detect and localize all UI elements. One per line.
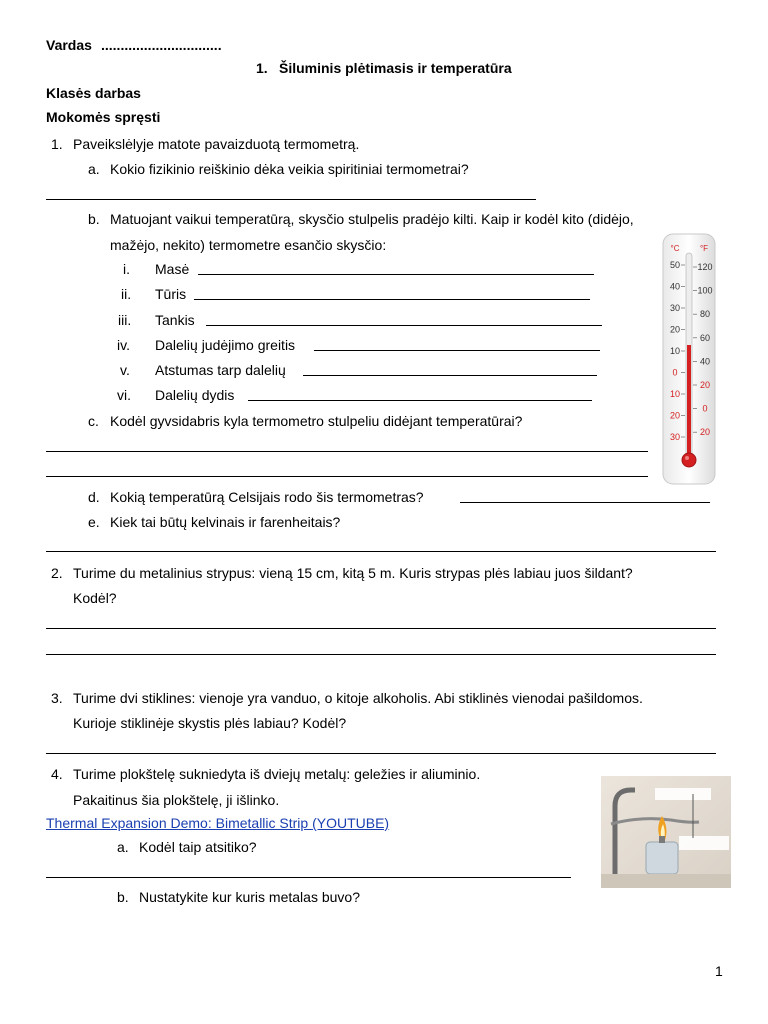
photo-label-box: [679, 836, 729, 850]
bimetallic-strip-video-link[interactable]: Thermal Expansion Demo: Bimetallic Strip (YOUTUBE): [46, 815, 390, 831]
celsius-tick-label: 30: [669, 432, 681, 442]
table-surface: [601, 874, 731, 888]
celsius-tick-label: 0: [672, 367, 678, 378]
celsius-tick-label: 40: [669, 281, 681, 292]
thermometer-image: [662, 233, 716, 485]
q1c-letter: c.: [88, 413, 99, 429]
page-title: Šiluminis plėtimasis ir temperatūra: [279, 60, 512, 76]
answer-line[interactable]: [206, 325, 602, 326]
q4b-text: Nustatykite kur kuris metalas buvo?: [139, 889, 360, 905]
celsius-tick-label: 50: [669, 260, 681, 270]
q1b-letter: b.: [88, 211, 100, 227]
thermometer-bulb: [682, 453, 696, 467]
q1b-item-label: Dalelių dydis: [155, 387, 235, 403]
q1e-text: Kiek tai būtų kelvinais ir farenheitais?: [110, 514, 341, 530]
answer-line[interactable]: [460, 502, 710, 503]
answer-line[interactable]: [46, 753, 716, 754]
fahrenheit-tick-label: 60: [699, 332, 711, 343]
answer-line[interactable]: [46, 654, 716, 655]
photo-label-box: [655, 788, 711, 800]
fahrenheit-tick-label: 80: [699, 309, 711, 320]
celsius-tick-label: 20: [669, 410, 681, 421]
q1b-item-roman: ii.: [121, 286, 132, 302]
q4a-letter: a.: [117, 839, 129, 855]
q3-number: 3.: [51, 690, 63, 706]
q4-number: 4.: [51, 766, 63, 782]
answer-line[interactable]: [303, 375, 597, 376]
answer-line[interactable]: [248, 400, 592, 401]
q3-text-line1: Turime dvi stiklines: vienoje yra vanduo, o kitoje alkoholis. Abi stiklinės vienodai pašildomos.: [73, 690, 643, 706]
fahrenheit-tick-label: 0: [702, 403, 708, 414]
q1d-text: Kokią temperatūrą Celsijais rodo šis termometras?: [110, 489, 424, 505]
answer-line[interactable]: [46, 551, 716, 552]
page-number: 1: [715, 963, 723, 979]
q1-number: 1.: [51, 136, 63, 152]
answer-line[interactable]: [46, 451, 648, 452]
q1-text: Paveikslėlyje matote pavaizduotą termometrą.: [73, 136, 360, 152]
celsius-tick-label: 20: [669, 324, 681, 335]
answer-line[interactable]: [46, 199, 536, 200]
fahrenheit-unit-label: °F: [699, 244, 709, 253]
answer-line[interactable]: [198, 274, 594, 275]
title-number: 1.: [256, 60, 268, 76]
answer-line[interactable]: [46, 476, 648, 477]
q1a-text: Kokio fizikinio reiškinio dėka veikia spiritiniai termometrai?: [110, 161, 469, 177]
answer-line[interactable]: [194, 299, 590, 300]
thermometer-mercury-column: [687, 345, 691, 459]
q4b-letter: b.: [117, 889, 129, 905]
q2-text-line1: Turime du metalinius strypus: vieną 15 cm, kitą 5 m. Kuris strypas plės labiau juos šildant?: [73, 565, 633, 581]
q1a-letter: a.: [88, 161, 100, 177]
q3-text-line2: Kurioje stiklinėje skystis plės labiau? Kodėl?: [73, 715, 347, 731]
q1b-item-roman: i.: [123, 261, 130, 277]
fahrenheit-tick-label: 20: [699, 380, 711, 390]
q1b-text-line2: mažėjo, nekito) termometre esančio skysčio:: [110, 237, 387, 253]
q1b-item-label: Atstumas tarp dalelių: [155, 362, 286, 378]
celsius-tick-label: 10: [669, 389, 681, 399]
answer-line[interactable]: [46, 877, 571, 878]
name-label: Vardas: [46, 37, 92, 53]
q1b-item-label: Tūris: [155, 286, 187, 302]
q1e-letter: e.: [88, 514, 100, 530]
q4a-text: Kodėl taip atsitiko?: [139, 839, 257, 855]
celsius-tick-label: 30: [669, 303, 681, 313]
bimetallic-strip-photo: [601, 776, 731, 888]
q1b-item-label: Masė: [155, 261, 190, 277]
q1b-text-line1: Matuojant vaikui temperatūrą, skysčio stulpelis pradėjo kilti. Kaip ir kodėl kito (didėjo,: [110, 211, 634, 227]
answer-line[interactable]: [46, 628, 716, 629]
celsius-tick-label: 10: [669, 346, 681, 356]
q2-number: 2.: [51, 565, 63, 581]
section-heading-classwork: Klasės darbas: [46, 85, 141, 101]
spirit-burner: [646, 842, 678, 874]
q1b-item-roman: iii.: [118, 312, 132, 328]
fahrenheit-tick-label: 100: [697, 285, 713, 296]
q1b-item-roman: iv.: [117, 337, 130, 353]
fahrenheit-tick-label: 120: [697, 262, 713, 272]
q1b-item-roman: v.: [120, 362, 130, 378]
q1c-text: Kodėl gyvsidabris kyla termometro stulpeliu didėjant temperatūrai?: [110, 413, 523, 429]
q1b-item-label: Dalelių judėjimo greitis: [155, 337, 296, 353]
q1b-item-roman: vi.: [117, 387, 131, 403]
q4-text-line2: Pakaitinus šia plokštelę, ji išlinko.: [73, 792, 280, 808]
burner-wick: [659, 836, 665, 843]
section-heading-solving: Mokomės spręsti: [46, 109, 161, 125]
bulb-highlight: [685, 456, 689, 460]
celsius-unit-label: °C: [670, 244, 680, 253]
fahrenheit-tick-label: 40: [699, 356, 711, 367]
name-dots: ...............................: [101, 37, 222, 53]
q1d-letter: d.: [88, 489, 100, 505]
q2-text-line2: Kodėl?: [73, 590, 117, 606]
q1b-item-label: Tankis: [155, 312, 195, 328]
fahrenheit-tick-label: 20: [699, 427, 711, 438]
q4-text-line1: Turime plokštelę sukniedyta iš dviejų metalų: geležies ir aliuminio.: [73, 766, 481, 782]
answer-line[interactable]: [314, 350, 600, 351]
